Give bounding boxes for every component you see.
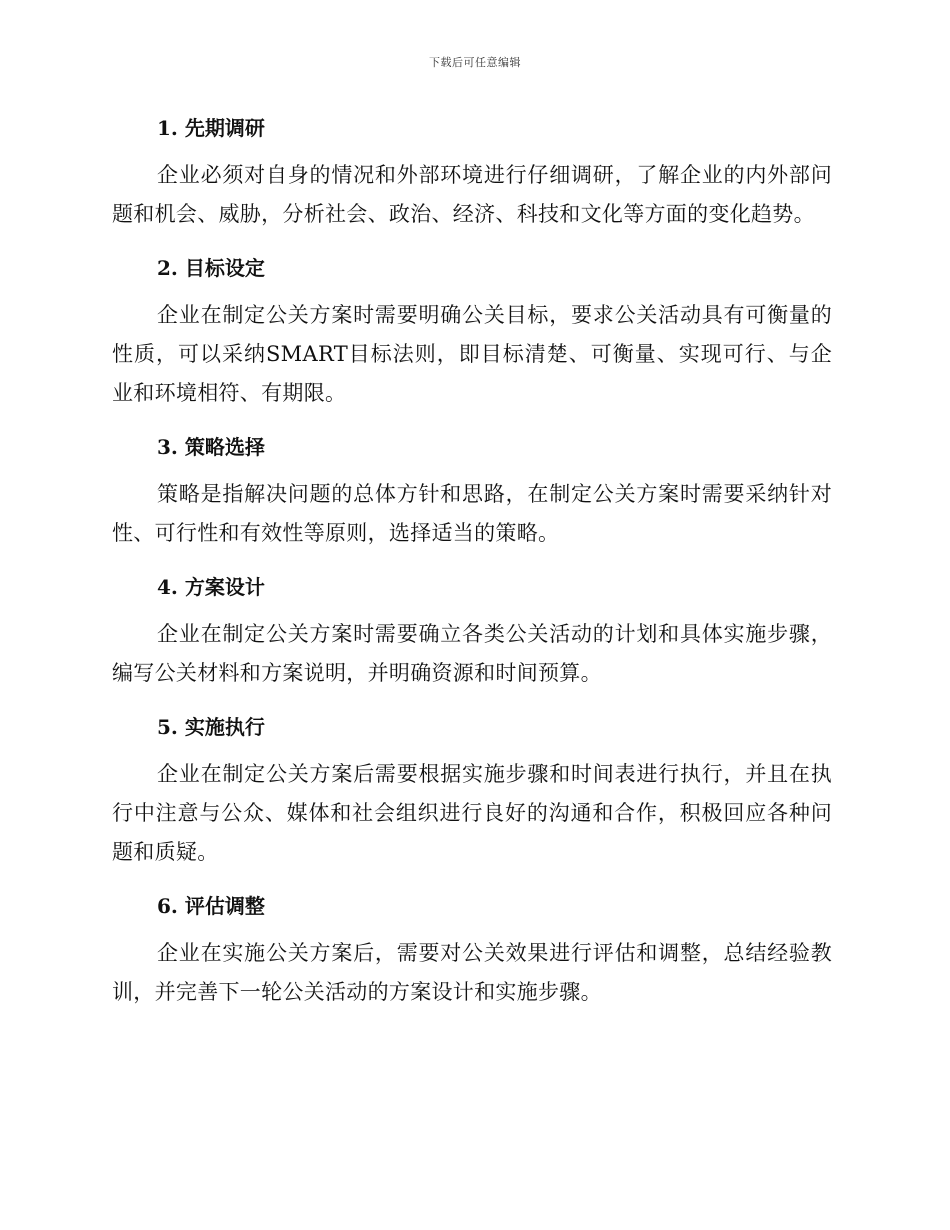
section-strategy (112, 427, 832, 553)
page-header: 下载后可任意编辑 (429, 56, 521, 69)
section-plan-design (112, 567, 832, 693)
section-execution (112, 707, 832, 872)
section-body: 策略是指解决问题的总体方针和思路，在制定公关方案时需要采纳针对性、可行性和有效性等原则，选择适当的策略。 (112, 482, 832, 545)
document-content (112, 108, 832, 1026)
section-evaluation (112, 886, 832, 1012)
section-heading: 3. 策略选择 (157, 435, 265, 459)
section-body: 企业在制定公关方案时需要确立各类公关活动的计划和具体实施步骤，编写公关材料和方案说明，并明确资源和时间预算。 (112, 622, 832, 685)
section-goal-setting (112, 248, 832, 413)
section-body: 企业必须对自身的情况和外部环境进行仔细调研，了解企业的内外部问题和机会、威胁，分析社会、政治、经济、科技和文化等方面的变化趋势。 (112, 163, 832, 226)
section-body: 企业在制定公关方案时需要明确公关目标，要求公关活动具有可衡量的性质，可以采纳SMART目标法则，即目标清楚、可衡量、实现可行、与企业和环境相符、有期限。 (112, 303, 832, 405)
section-survey (112, 108, 832, 234)
section-heading: 5. 实施执行 (157, 715, 265, 739)
section-heading: 1. 先期调研 (157, 116, 265, 140)
section-heading: 4. 方案设计 (157, 575, 265, 599)
section-body: 企业在制定公关方案后需要根据实施步骤和时间表进行执行，并且在执行中注意与公众、媒体和社会组织进行良好的沟通和合作，积极回应各种问题和质疑。 (112, 762, 832, 864)
section-heading: 6. 评估调整 (157, 894, 265, 918)
section-heading: 2. 目标设定 (157, 256, 265, 280)
section-body: 企业在实施公关方案后，需要对公关效果进行评估和调整，总结经验教训，并完善下一轮公关活动的方案设计和实施步骤。 (112, 941, 832, 1004)
